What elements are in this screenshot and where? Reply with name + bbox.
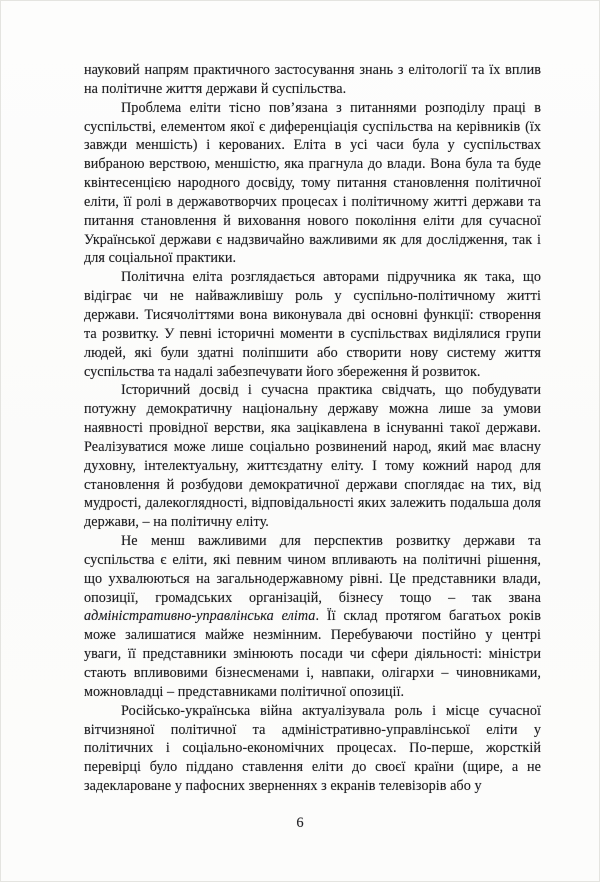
paragraph: Проблема еліти тісно пов’язана з питаннями розподілу праці в суспільстві, елементом якої є диференціація суспільства на керівників (їх завжди меншість) і керованих. Еліта в усі часи була у суспільствах вибраною верствою, меншістю, яка прагнула до влади. Вона була та буде квінтесенцією народного досвіду, тому питання становлення політичної еліти, її ролі в державотворчих процесах і політичному житті держави та питання становлення й виховання нового покоління еліти для сучасної Української держави є надзвичайно важливими як для дослідження, так і для соціальної практики. — [84, 99, 541, 267]
page-number: 6 — [296, 815, 304, 831]
paragraph: Російсько-українська війна актуалізувала роль і місце сучасної вітчизняної політичної та адміністративно-управлінської еліти у політичних і соціально-економічних процесах. По-перше, жорсткій перевірці було піддано ставлення еліти до своєї країни (щире, а не задеклароване у пафосних зверненнях з екранів телевізорів або у — [84, 702, 541, 795]
paragraph-segment: . Її склад протягом багатьох років може залишатися майже незмінним. Перебуваючи постійно у центрі уваги, її представники змінюють посади чи сфери діяльності: міністри стають впливовими бізнесменами і, навпаки, олігархи – чиновниками, можновладці – представниками політичної опозиції. — [84, 608, 541, 700]
page-text — [84, 61, 541, 796]
paragraph: Політична еліта розглядається авторами підручника як така, що відіграє чи не найважливішу роль у суспільно-політичному житті держави. Тисячоліттями вона виконувала дві основні функції: створення та розвитку. У певні історичні моменти в суспільствах виділялися групи людей, які були здатні поліпшити або створити нову систему життя суспільства та надалі забезпечувати його збереження й розвиток. — [84, 269, 541, 380]
paragraph — [84, 532, 541, 702]
paragraph-segment: Не менш важливими для перспектив розвитку держави та суспільства є еліти, які певним чином впливають на політичні рішення, що ухвалюються на загальнодержавному рівні. Це представники влади, опозиції, громадських організацій, бізнесу тощо – так звана — [84, 533, 541, 606]
paragraph: Історичний досвід і сучасна практика свідчать, що побудувати потужну демократичну національну державу можна лише за умови наявності провідної верстви, яка зацікавлена в існуванні такої держави. Реалізуватися може лише соціально розвинений народ, який має власну духовну, інтелектуальну, життєздатну еліту. І тому кожний народ для становлення й розбудови демократичної держави споглядає на тих, від мудрості, далекоглядності, відповідальності яких залежить подальша доля держави, – на політичну еліту. — [84, 382, 541, 531]
paragraph-continuation: науковий напрям практичного застосування знань з елітології та їх вплив на політичне життя держави й суспільства. — [84, 62, 541, 97]
paragraph-segment-italic: адміністративно-управлінська еліта — [84, 608, 316, 625]
